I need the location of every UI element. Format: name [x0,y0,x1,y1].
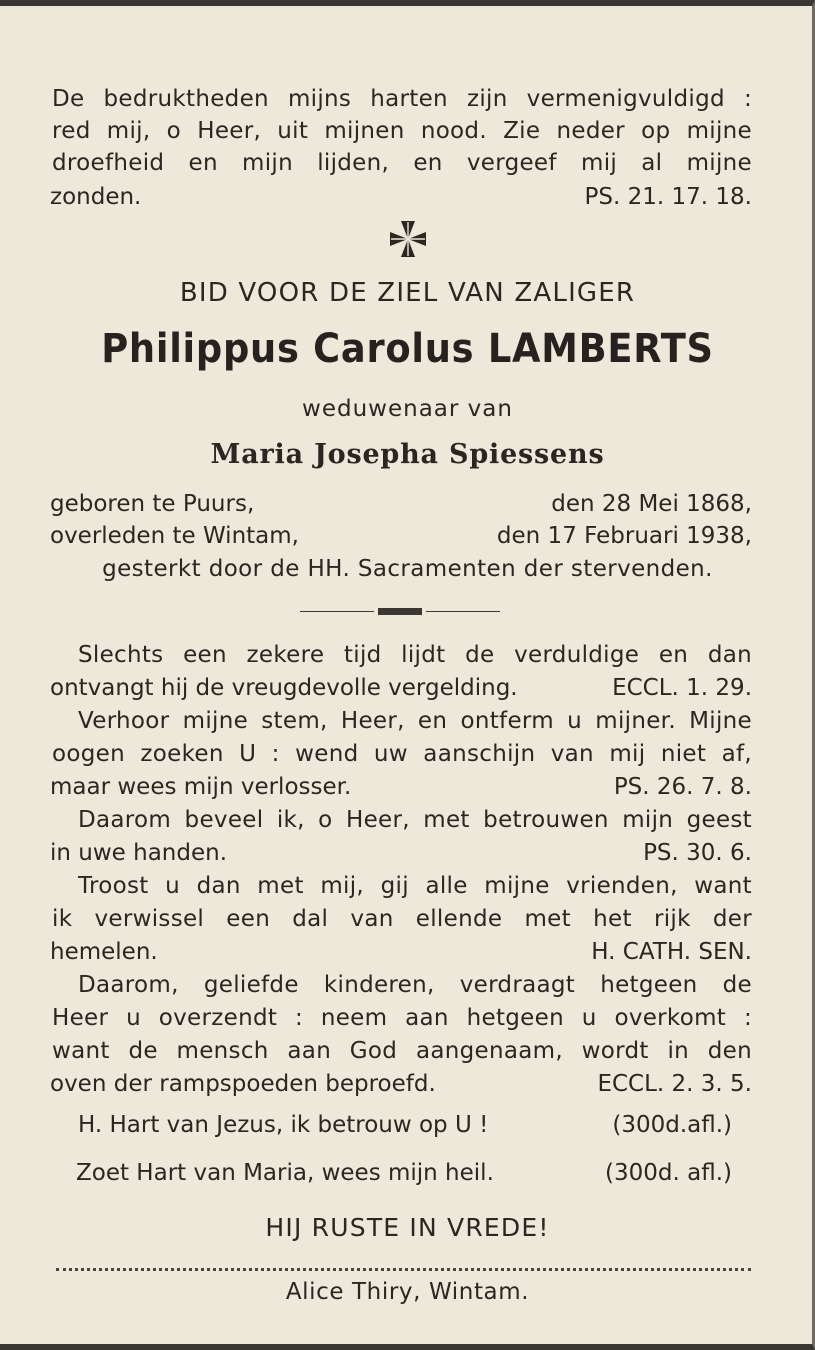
invocation-1-indulgence: (300d.afl.) [612,1112,732,1138]
verse3-line-2 [50,837,752,869]
ornamental-divider [300,608,500,616]
intro-line-4 [50,181,752,213]
verse4-line-2: ik verwissel een dal van ellende met het rijk der [52,906,752,932]
intro-line-1: De bedruktheden mijns harten zijn vermenigvuldigd : [52,86,752,112]
spouse-name: Maria Josepha Spiessens [210,439,605,470]
verse4-line-3 [50,936,752,968]
prayer-heading: BID VOOR DE ZIEL VAN ZALIGER [179,278,636,308]
invocation-2-text: Zoet Hart van Maria, wees mijn heil. [76,1160,494,1186]
verse1-line-1: Slechts een zekere tijd lijdt de verduldige en dan [78,642,752,668]
invocation-2 [76,1157,732,1189]
verse4-text: hemelen. [50,939,158,965]
verse1-reference: ECCL. 1. 29. [612,675,752,701]
death-date: den 17 Februari 1938, [496,523,752,549]
relation-text: weduwenaar van [302,396,513,422]
dotted-rule [56,1268,751,1271]
verse5-reference: ECCL. 2. 3. 5. [597,1071,752,1097]
verse2-reference: PS. 26. 7. 8. [613,774,752,800]
intro-line-3: droefheid en mijn lijden, en vergeef mij al mijne [52,150,752,176]
closing-text: HIJ RUSTE IN VREDE! [265,1213,550,1242]
invocation-1-text: H. Hart van Jezus, ik betrouw op U ! [78,1112,489,1138]
invocation-1 [78,1109,732,1141]
intro-line-2: red mij, o Heer, uit mijnen nood. Zie neder op mijne [52,118,752,144]
verse2-line-2: oogen zoeken U : wend uw aanschijn van mij niet af, [52,741,752,767]
verse1-line-2 [50,672,752,704]
verse5-line-3: want de mensch aan God aangenaam, wordt in den [52,1038,752,1064]
verse1-text: ontvangt hij de vreugdevolle vergelding. [50,675,518,701]
intro-reference: PS. 21. 17. 18. [584,184,752,210]
verse5-line-2: Heer u overzendt : neem aan hetgeen u overkomt : [52,1005,752,1031]
birth-place: geboren te Puurs, [50,491,255,517]
verse3-reference: PS. 30. 6. [643,840,752,866]
death-place: overleden te Wintam, [50,523,299,549]
verse4-reference: H. CATH. SEN. [591,939,752,965]
verse5-line-1: Daarom, geliefde kinderen, verdraagt hetgeen de [78,972,752,998]
birth-date: den 28 Mei 1868, [551,491,752,517]
verse2-line-1: Verhoor mijne stem, Heer, en ontferm u mijner. Mijne [78,708,752,734]
invocation-2-indulgence: (300d. afl.) [605,1160,732,1186]
verse3-line-1: Daarom beveel ik, o Heer, met betrouwen mijn geest [78,807,752,833]
verse2-line-3 [50,771,752,803]
sacraments-line: gesterkt door de HH. Sacramenten der stervenden. [102,556,713,582]
maltese-cross-icon [388,218,428,260]
printer-credit: Alice Thiry, Wintam. [285,1279,530,1305]
verse5-text: oven der rampspoeden beproefd. [50,1071,436,1097]
intro-last-word: zonden. [50,184,142,210]
verse3-text: in uwe handen. [50,840,228,866]
birth-line [50,488,752,520]
verse4-line-1: Troost u dan met mij, gij alle mijne vrienden, want [78,873,752,899]
deceased-name: Philippus Carolus LAMBERTS [101,326,714,372]
verse5-line-4 [50,1068,752,1100]
verse2-text: maar wees mijn verlosser. [50,774,352,800]
death-line [50,520,752,552]
